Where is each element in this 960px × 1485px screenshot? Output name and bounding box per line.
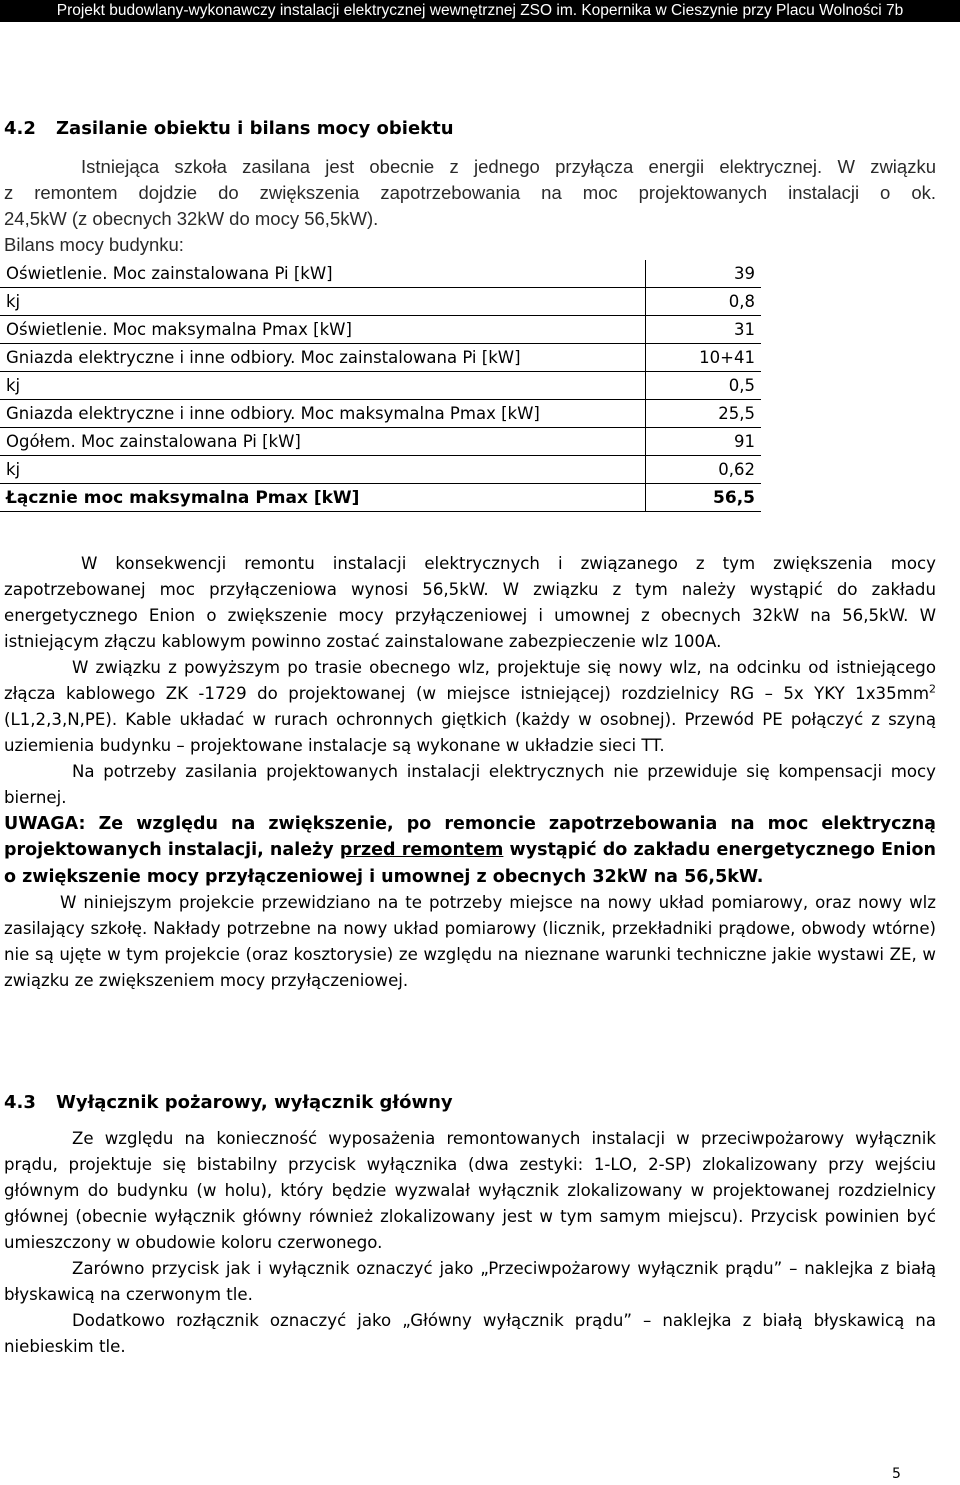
power-balance-table xyxy=(0,260,761,512)
row-label: Ogółem. Moc zainstalowana Pi [kW] xyxy=(0,428,646,456)
text-run: W związku z powyższym po trasie obecnego wlz, projektuje się nowy wlz, na odcinku od istniejącego złącza kablowego ZK -1729 do projektowanej (w miejsce istniejącej) rozdzielnicy RG – 5x YKY 1x35mm xyxy=(4,658,936,703)
underlined-text: przed remontem xyxy=(339,840,504,861)
row-value: 0,5 xyxy=(646,372,762,400)
text-run: wystąpić do zakładu energetycznego Enion o zwiększenie mocy przyłączeniowej i umownej z obecnych 32kW na 56,5kW. xyxy=(4,840,936,887)
row-value: 0,62 xyxy=(646,456,762,484)
row-value: 25,5 xyxy=(646,400,762,428)
intro-line: z remontem dojdzie do zwiększenia zapotrzebowania na moc projektowanych instalacji o ok. xyxy=(4,182,936,203)
table-row xyxy=(0,260,761,288)
table-row xyxy=(0,344,761,372)
table-row xyxy=(0,316,761,344)
superscript: 2 xyxy=(929,682,936,696)
row-label: Łącznie moc maksymalna Pmax [kW] xyxy=(0,484,646,512)
section-heading-4-3 xyxy=(4,1092,453,1113)
paragraph: Zarówno przycisk jak i wyłącznik oznaczyć jako „Przeciwpożarowy wyłącznik prądu” – naklejka z białą błyskawicą na czerwonym tle. xyxy=(4,1259,936,1304)
row-label: Oświetlenie. Moc maksymalna Pmax [kW] xyxy=(0,316,646,344)
table-row xyxy=(0,456,761,484)
text-run: (L1,2,3,N,PE). Kable układać w rurach ochronnych giętkich (każdy w osobnej). Przewód PE połączyć z szyną uziemienia budynku – projektowane instalacje są wykonane w układzie sieci TT. xyxy=(4,710,936,755)
paragraph: Ze względu na konieczność wyposażenia remontowanych instalacji w przeciwpożarowy wyłącznik prądu, projektuje się bistabilny przycisk wyłącznika (dwa zestyki: 1-LO, 2-SP) zlokalizowany przy wejściu głównym do budynku (w holu), który będzie wyzwalał wyłącznik zlokalizowany w projektowanej rozdzielnicy głównej (obecnie wyłącznik główny również zlokalizowany jest w tym samym miejscu). Przycisk powinien być umieszczony w obudowie koloru czerwonego. xyxy=(4,1129,936,1252)
row-label: Gniazda elektryczne i inne odbiory. Moc maksymalna Pmax [kW] xyxy=(0,400,646,428)
intro-line: Istniejąca szkoła zasilana jest obecnie z jednego przyłącza energii elektrycznej. W związku xyxy=(81,156,936,177)
paragraph xyxy=(4,655,936,759)
section-4-3-body xyxy=(4,1126,936,1360)
row-label: kj xyxy=(0,456,646,484)
row-label: kj xyxy=(0,372,646,400)
section-heading-4-2 xyxy=(4,118,454,139)
row-value: 39 xyxy=(646,260,762,288)
row-value: 0,8 xyxy=(646,288,762,316)
table-row xyxy=(0,372,761,400)
section-4-2-body xyxy=(4,551,936,994)
row-value: 10+41 xyxy=(646,344,762,372)
section-title: Wyłącznik pożarowy, wyłącznik główny xyxy=(56,1092,453,1113)
paragraph: Na potrzeby zasilania projektowanych instalacji elektrycznych nie przewiduje się kompensacji mocy biernej. xyxy=(4,762,936,807)
row-label: Gniazda elektryczne i inne odbiory. Moc zainstalowana Pi [kW] xyxy=(0,344,646,372)
row-value: 56,5 xyxy=(646,484,762,512)
section-number: 4.2 xyxy=(4,118,36,139)
table-row xyxy=(0,288,761,316)
bilans-label: Bilans mocy budynku: xyxy=(4,234,184,255)
table-row xyxy=(0,428,761,456)
section-number: 4.3 xyxy=(4,1092,36,1113)
row-value: 31 xyxy=(646,316,762,344)
paragraph: W konsekwencji remontu instalacji elektrycznych i związanego z tym zwiększenia mocy zapotrzebowanej moc przyłączeniowa wynosi 56,5kW. W związku z tym należy wystąpić do zakładu energetycznego Enion o zwiększenie mocy przyłączeniowej i umownej z obecnych 32kW na 56,5kW. W istniejącym złączu kablowym powinno zostać zainstalowane zabezpieczenie wlz 100A. xyxy=(4,554,936,651)
page-header: Projekt budowlany-wykonawczy instalacji elektrycznej wewnętrznej ZSO im. Kopernika w Cieszynie przy Placu Wolności 7b xyxy=(0,0,960,22)
warning-paragraph xyxy=(4,811,936,890)
table-row xyxy=(0,400,761,428)
page-number: 5 xyxy=(892,1466,901,1482)
paragraph: W niniejszym projekcie przewidziano na te potrzeby miejsce na nowy układ pomiarowy, oraz nowy wlz zasilający szkołę. Nakłady potrzebne na nowy układ pomiarowy (licznik, przekładniki prądowe, obwody wtórne) nie są ujęte w tym projekcie (oraz kosztorysie) ze względu na nieznane warunki techniczne jakie wystawi ZE, w związku ze zwiększeniem mocy przyłączeniowej. xyxy=(4,892,936,990)
table-total-row xyxy=(0,484,761,512)
text-run: UWAGA: Ze względu na zwiększenie, po remoncie zapotrzebowania na moc elektryczną projektowanych instalacji, należy xyxy=(4,814,936,861)
intro-line: 24,5kW (z obecnych 32kW do mocy 56,5kW). xyxy=(4,208,379,229)
section-title: Zasilanie obiektu i bilans mocy obiektu xyxy=(56,118,454,139)
paragraph: Dodatkowo rozłącznik oznaczyć jako „Główny wyłącznik prądu” – naklejka z białą błyskawicą na niebieskim tle. xyxy=(4,1311,936,1356)
row-label: kj xyxy=(0,288,646,316)
row-value: 91 xyxy=(646,428,762,456)
row-label: Oświetlenie. Moc zainstalowana Pi [kW] xyxy=(0,260,646,288)
intro-paragraph xyxy=(4,154,936,258)
